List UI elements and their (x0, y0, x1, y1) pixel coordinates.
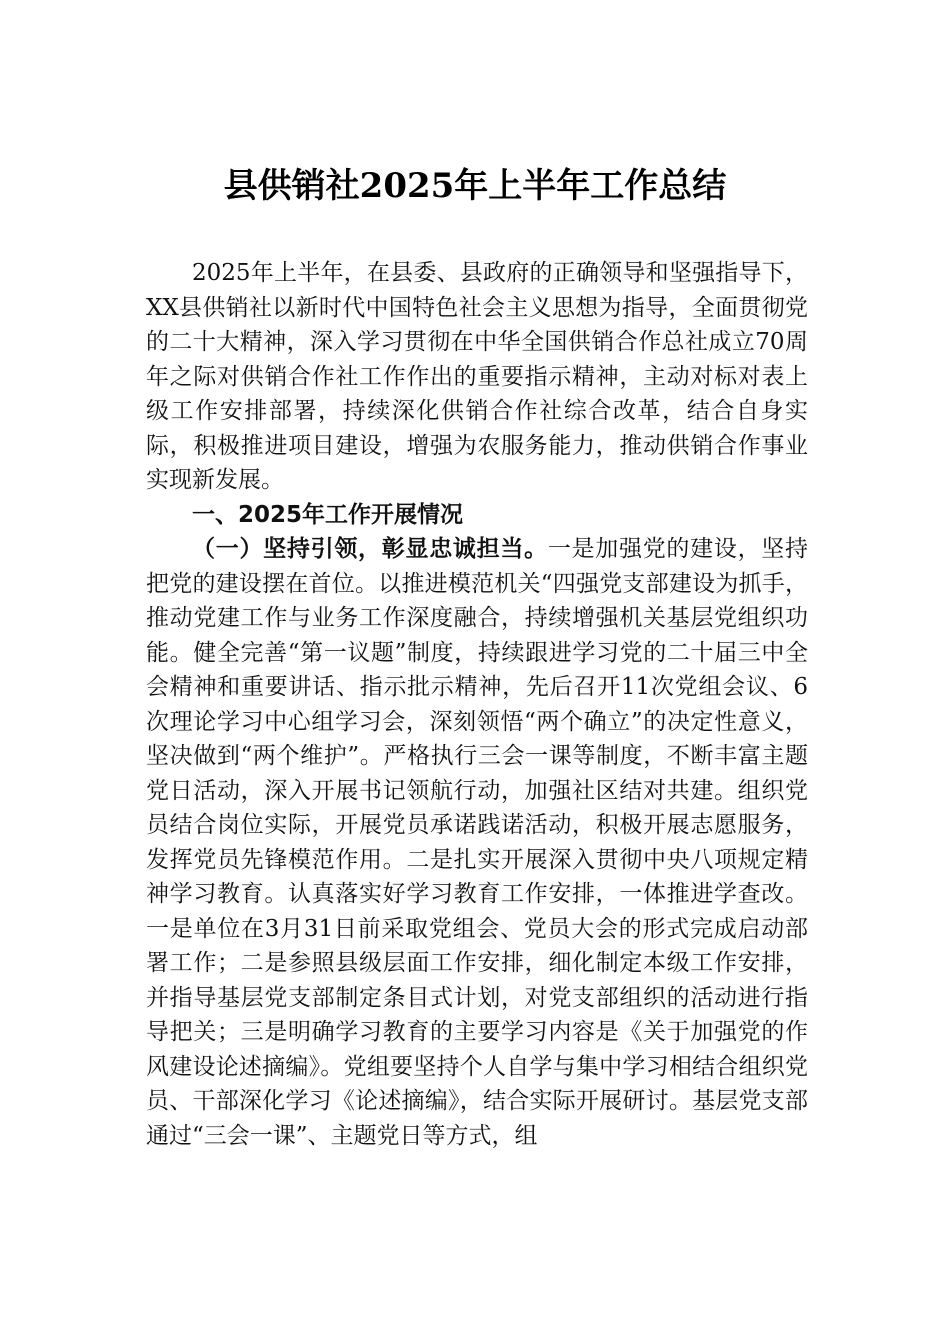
document-title: 县供销社2025年上半年工作总结 (223, 166, 727, 206)
section-heading: 一、2025年工作开展情况 (192, 501, 464, 528)
subsection-body: 一是加强党的建设，坚持把党的建设摆在首位。以推进模范机关“四强党支部建设为抓手，推动党建工作与业务工作深度融合，持续增强机关基层党组织功能。健全完善“第一议题”制度，持续跟进学习党的二十届三中全会精神和重要讲话、指示批示精神，先后召开11次党组会议、6次理论学习中心组学习会，深刻领悟“两个确立”的决定性意义，坚决做到“两个维护”。严格执行三会一课等制度，不断丰富主题党日活动，深入开展书记领航行动，加强社区结对共建。组织党员结合岗位实际，开展党员承诺践诺活动，积极开展志愿服务，发挥党员先锋模范作用。二是扎实开展深入贯彻中央八项规定精神学习教育。认真落实好学习教育工作安排，一体推进学查改。一是单位在3月31日前采取党组会、党员大会的形式完成启动部署工作；二是参照县级层面工作安排，细化制定本级工作安排，并指导基层党支部制定条目式计划，对党支部组织的活动进行指导把关；三是明确学习教育的主要学习内容是《关于加强党的作风建设论述摘编》。党组要坚持个人自学与集中学习相结合组织党员、干部深化学习《论述摘编》，结合实际开展研讨。基层党支部通过“三会一课”、主题党日等方式，组 (146, 536, 809, 1149)
subsection-paragraph (146, 532, 808, 1153)
subsection-heading: （一）坚持引领，彰显忠诚担当。 (192, 535, 548, 562)
intro-paragraph: 2025年上半年，在县委、县政府的正确领导和坚强指导下，XX县供销社以新时代中国特色社会主义思想为指导，全面贯彻党的二十大精神，深入学习贯彻在中华全国供销合作总社成立70周年之际对供销合作社工作作出的重要指示精神，主动对标对表上级工作安排部署，持续深化供销合作社综合改革，结合自身实际，积极推进项目建设，增强为农服务能力，推动供销合作事业实现新发展。 (146, 260, 808, 493)
document-body (146, 256, 808, 1153)
